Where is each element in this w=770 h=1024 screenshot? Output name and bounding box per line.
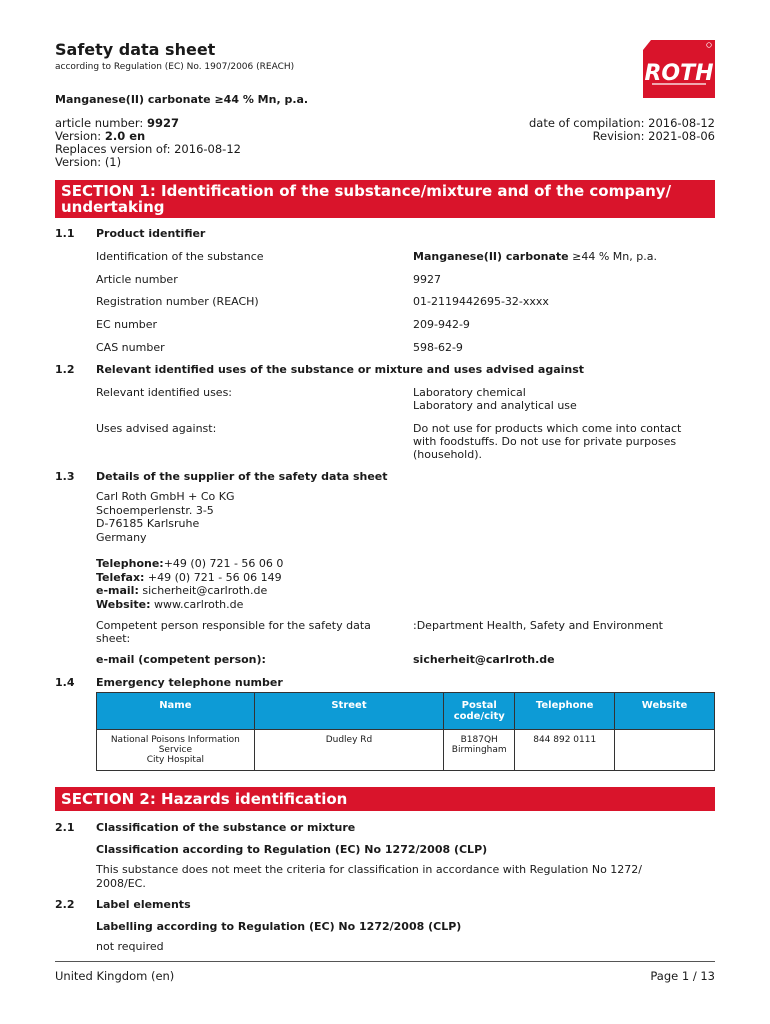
row-value: 01-2119442695-32-xxxx (413, 295, 549, 308)
table-header-row (97, 693, 715, 730)
version-value: 2.0 en (104, 129, 146, 143)
text-line: Competent person responsible for the safety data (96, 619, 371, 632)
row-value: 209-942-9 (413, 318, 470, 331)
email-value[interactable]: sicherheit@carlroth.de (138, 584, 268, 597)
document-meta-right (529, 117, 715, 143)
telefax-value: +49 (0) 721 - 56 06 149 (144, 570, 282, 584)
row-label: Identification of the substance (96, 250, 264, 263)
date-of-compilation: date of compilation: 2016-08-12 (528, 116, 715, 130)
company-name: Carl Roth GmbH + Co KG (96, 490, 235, 503)
row-value (413, 422, 715, 461)
section-1-title-line1: SECTION 1: Identification of the substance/mixture and of the company/ (61, 182, 672, 200)
table-row (97, 730, 715, 771)
text-line: National Poisons Information (110, 735, 240, 745)
replaces-version-line: Version: (1) (55, 155, 122, 169)
column-header-postal: Postal code/city (444, 693, 515, 730)
email-line (96, 584, 283, 598)
cell-website (615, 730, 715, 771)
text-line: Do not use for products which come into contact (413, 422, 682, 435)
email-label: e-mail: (96, 584, 139, 597)
cell-name (97, 730, 255, 771)
revision-date: Revision: 2021-08-06 (592, 129, 715, 143)
section-1-header (55, 180, 715, 218)
cell-telephone: 844 892 0111 (515, 730, 615, 771)
row-label: Article number (96, 273, 178, 286)
row-label: Relevant identified uses: (96, 386, 233, 399)
text-line: sheet: (96, 632, 131, 645)
supplier-contacts (96, 557, 283, 611)
subsection-number: 1.3 (55, 470, 75, 483)
cell-street: Dudley Rd (254, 730, 444, 771)
subsection-number: 1.4 (55, 676, 75, 689)
footer-divider (55, 961, 715, 962)
document-title: Safety data sheet (55, 40, 216, 59)
subsection-title: Relevant identified uses of the substance or mixture and uses advised against (96, 363, 585, 376)
roth-logo (643, 40, 715, 98)
column-header-street: Street (254, 693, 444, 730)
company-country: Germany (96, 530, 147, 544)
document-subtitle: according to Regulation (EC) No. 1907/2006 (REACH) (55, 62, 295, 72)
sds-page (55, 0, 715, 1024)
company-city: D-76185 Karlsruhe (96, 517, 200, 530)
row-label: Uses advised against: (96, 422, 217, 435)
text-line: (household). (413, 448, 482, 461)
supplier-address (96, 490, 235, 544)
subsection-subtitle: Labelling according to Regulation (EC) No 1272/2008 (CLP) (96, 920, 462, 933)
text-line: with foodstuffs. Do not use for private purposes (413, 435, 677, 448)
replaces-line: Replaces version of: 2016-08-12 (55, 142, 241, 156)
row-value (413, 386, 715, 412)
substance-name: Manganese(II) carbonate (413, 250, 569, 263)
text-line: Birmingham (451, 745, 507, 755)
subsection-number: 2.2 (55, 898, 75, 911)
section-1-title-line2: undertaking (61, 198, 165, 216)
text-line: 2008/EC. (96, 876, 146, 890)
column-header-telephone: Telephone (515, 693, 615, 730)
text-line: Service (158, 745, 192, 755)
classification-text (96, 863, 642, 890)
subsection-title: Classification of the substance or mixture (96, 821, 356, 834)
labelling-text: not required (96, 940, 164, 953)
telefax-label: Telefax: (96, 570, 145, 584)
emergency-contacts-table (96, 692, 715, 771)
website-line (96, 598, 283, 612)
row-label (96, 619, 396, 645)
footer-page-number: Page 1 / 13 (650, 969, 715, 983)
row-value: :Department Health, Safety and Environment (413, 619, 663, 632)
row-value: 9927 (413, 273, 441, 286)
product-name: Manganese(II) carbonate ≥44 % Mn, p.a. (55, 93, 309, 106)
row-value (413, 250, 715, 263)
cell-postal (444, 730, 515, 771)
subsection-title: Emergency telephone number (96, 676, 283, 689)
section-2-header: SECTION 2: Hazards identification (55, 787, 715, 811)
subsection-title: Label elements (96, 898, 191, 911)
text-line: This substance does not meet the criteria for classification in accordance with Regulation No 1272/ (96, 863, 642, 876)
text-line: City Hospital (146, 755, 204, 765)
subsection-subtitle: Classification according to Regulation (EC) No 1272/2008 (CLP) (96, 843, 488, 856)
website-label: Website: (96, 597, 151, 611)
row-value: 598-62-9 (413, 341, 463, 354)
article-number-value: 9927 (146, 116, 179, 130)
column-header-name: Name (97, 693, 255, 730)
substance-grade: ≥44 % Mn, p.a. (568, 250, 657, 263)
row-label: CAS number (96, 341, 165, 354)
subsection-number: 2.1 (55, 821, 75, 834)
use-item: Laboratory and analytical use (413, 399, 577, 412)
document-meta-left (55, 117, 241, 169)
logo-text: ROTH (644, 61, 714, 86)
subsection-title: Product identifier (96, 227, 206, 240)
subsection-number: 1.2 (55, 363, 75, 376)
telephone-label: Telephone: (96, 557, 164, 570)
telefax-line (96, 571, 283, 585)
telephone-value: +49 (0) 721 - 56 06 0 (163, 557, 284, 570)
website-link[interactable]: www.carlroth.de (150, 597, 244, 611)
company-street: Schoemperlenstr. 3-5 (96, 503, 214, 517)
subsection-number: 1.1 (55, 227, 75, 240)
text-line: B187QH (460, 735, 498, 745)
column-header-website: Website (615, 693, 715, 730)
article-number-label: article number: (55, 116, 144, 130)
row-label: e-mail (competent person): (96, 653, 266, 666)
use-item: Laboratory chemical (413, 386, 526, 399)
telephone-line (96, 557, 283, 571)
row-label: Registration number (REACH) (96, 295, 259, 308)
subsection-title: Details of the supplier of the safety data sheet (96, 470, 388, 483)
version-label: Version: (55, 129, 102, 143)
row-label: EC number (96, 318, 158, 331)
competent-email-value[interactable]: sicherheit@carlroth.de (413, 653, 555, 666)
footer-locale: United Kingdom (en) (55, 969, 175, 983)
